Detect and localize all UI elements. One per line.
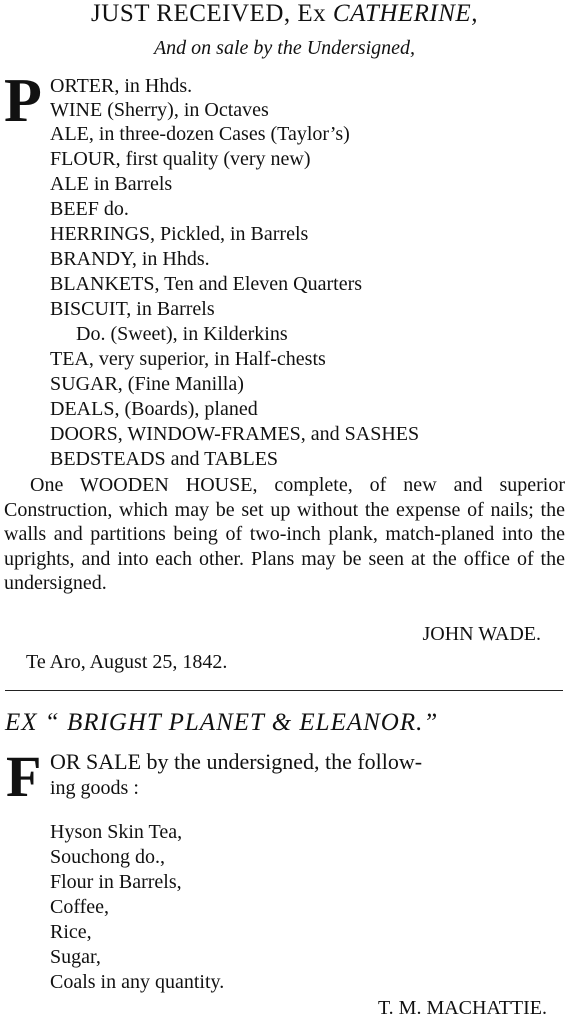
ad1-ship-name: CATHERINE, xyxy=(332,0,478,27)
list-item: WINE (Sherry), in Octaves xyxy=(50,99,269,121)
list-item: ALE in Barrels xyxy=(50,173,173,195)
list-item: DEALS, (Boards), planed xyxy=(50,398,258,420)
list-item: BRANDY, in Hhds. xyxy=(50,248,210,270)
ad2-intro-line-1: OR SALE by the undersigned, the follow- xyxy=(50,749,423,774)
ad1-subheading: And on sale by the Undersigned, xyxy=(153,37,416,59)
ad1-heading-prefix: JUST RECEIVED, Ex xyxy=(91,0,327,27)
list-item: HERRINGS, Pickled, in Barrels xyxy=(50,223,309,245)
list-item: Do. (Sweet), in Kilderkins xyxy=(76,323,288,345)
divider-rule xyxy=(5,690,563,691)
list-item: Hyson Skin Tea, xyxy=(50,821,183,843)
list-item: BISCUIT, in Barrels xyxy=(50,298,215,320)
list-item: DOORS, WINDOW-FRAMES, and SASHES xyxy=(50,423,420,445)
ad2-drop-cap: F xyxy=(6,744,42,809)
ad1-paragraph: One WOODEN HOUSE, complete, of new and superior Construction, which may be set up without the expense of nails; the walls and partitions being of two-inch plank, match-planed into the uprights, and into each other. Plans may be seen at the office of the undersigned. xyxy=(4,474,565,595)
list-item: Coals in any quantity. xyxy=(50,971,225,993)
ad2-signature: T. M. MACHATTIE. xyxy=(377,997,547,1019)
list-item: ALE, in three-dozen Cases (Taylor’s) xyxy=(50,123,350,145)
ad1-drop-cap: P xyxy=(4,67,42,135)
list-item: Sugar, xyxy=(50,946,101,968)
ad2-intro-line-2: ing goods : xyxy=(50,777,139,799)
ad1-first-line: ORTER, in Hhds. xyxy=(50,75,193,97)
ad1-dateline: Te Aro, August 25, 1842. xyxy=(26,651,228,673)
ad2-heading: EX “ BRIGHT PLANET & ELEANOR.” xyxy=(5,709,439,736)
ad1-signature: JOHN WADE. xyxy=(422,623,541,645)
list-item: BEDSTEADS and TABLES xyxy=(50,448,279,470)
list-item: Souchong do., xyxy=(50,846,165,868)
list-item: Flour in Barrels, xyxy=(50,871,182,893)
list-item: Rice, xyxy=(50,921,92,943)
list-item: SUGAR, (Fine Manilla) xyxy=(50,373,244,395)
ad1-heading xyxy=(0,0,569,28)
list-item: Coffee, xyxy=(50,896,110,918)
list-item: BLANKETS, Ten and Eleven Quarters xyxy=(50,273,363,295)
list-item: FLOUR, first quality (very new) xyxy=(50,148,311,170)
list-item: BEEF do. xyxy=(50,198,129,220)
list-item: TEA, very superior, in Half-chests xyxy=(50,348,326,370)
